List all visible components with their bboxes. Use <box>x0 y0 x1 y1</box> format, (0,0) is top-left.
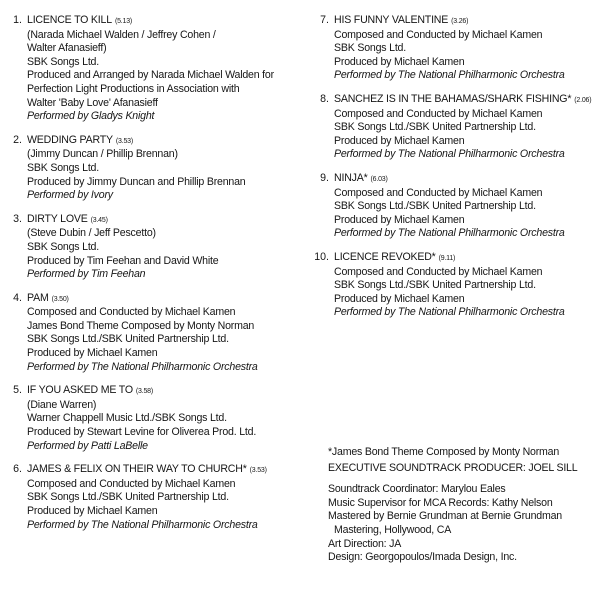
track-credit: SBK Songs Ltd./SBK United Partnership Ltd. <box>27 333 229 346</box>
track-entry <box>6 384 291 453</box>
track-number: 9. <box>320 171 329 184</box>
track-credit: James Bond Theme Composed by Monty Norman <box>27 319 255 332</box>
track-body <box>27 292 291 375</box>
track-credit: Produced by Michael Kamen <box>27 505 158 517</box>
track-body <box>27 213 291 282</box>
track-title: LICENCE TO KILL <box>27 14 112 26</box>
track-title: IF YOU ASKED ME TO <box>27 384 133 397</box>
track-duration: (3.53) <box>115 137 133 145</box>
track-credit: Produced by Michael Kamen <box>334 134 465 147</box>
track-duration: (3.26) <box>451 18 469 25</box>
track-duration: (3.50) <box>51 295 69 303</box>
track-credit: Produced by Michael Kamen <box>27 347 158 360</box>
track-number: 7. <box>320 14 329 26</box>
track-credit: SBK Songs Ltd./SBK United Partnership Ltd. <box>334 121 536 134</box>
track-number: 3. <box>13 212 22 225</box>
track-entry <box>313 93 593 162</box>
track-body <box>27 14 291 124</box>
track-title: JAMES & FELIX ON THEIR WAY TO CHURCH* <box>27 463 247 476</box>
track-duration: (9.11) <box>438 254 456 262</box>
credits-notes <box>328 446 593 565</box>
track-title: DIRTY LOVE <box>27 212 88 225</box>
track-entry <box>6 463 291 532</box>
track-credit: Composed and Conducted by Michael Kamen <box>27 306 236 319</box>
track-performer: Performed by Patti LaBelle <box>27 439 148 452</box>
track-credit: Perfection Light Productions in Association with <box>27 82 240 95</box>
track-number: 1. <box>13 14 22 26</box>
track-title-line <box>27 14 291 29</box>
track-title-line <box>27 384 291 399</box>
credit-line: Design: Georgopoulos/Imada Design, Inc. <box>328 551 517 564</box>
track-credit: (Narada Michael Walden / Jeffrey Cohen / <box>27 28 216 41</box>
credit-line: Mastered by Bernie Grundman at Bernie Grundman <box>328 510 562 523</box>
track-entry <box>313 251 593 320</box>
track-credit: (Jimmy Duncan / Phillip Brennan) <box>27 148 178 161</box>
track-credit: SBK Songs Ltd. <box>334 42 406 55</box>
track-body <box>334 14 593 83</box>
track-credit: SBK Songs Ltd./SBK United Partnership Ltd. <box>27 491 229 504</box>
track-title: SANCHEZ IS IN THE BAHAMAS/SHARK FISHING* <box>334 92 572 105</box>
credit-line: Music Supervisor for MCA Records: Kathy Nelson <box>328 496 553 509</box>
credit-line: Mastering, Hollywood, CA <box>334 523 452 536</box>
track-credit: Walter 'Baby Love' Afanasieff <box>27 96 158 109</box>
track-entry <box>6 14 291 124</box>
track-title-line <box>334 14 593 29</box>
track-number: 4. <box>13 291 22 304</box>
track-performer: Performed by Tim Feehan <box>27 268 146 281</box>
left-column <box>6 14 291 542</box>
right-column <box>313 14 593 330</box>
track-title-line <box>27 292 291 307</box>
track-credit: Produced by Michael Kamen <box>334 55 465 68</box>
track-credit: Warner Chappell Music Ltd./SBK Songs Ltd. <box>27 412 227 425</box>
track-title: HIS FUNNY VALENTINE <box>334 14 449 26</box>
track-title: LICENCE REVOKED* <box>334 250 436 263</box>
track-credit: Produced by Stewart Levine for Oliverea Prod. Ltd. <box>27 426 257 439</box>
track-title-line <box>334 172 593 187</box>
track-number: 10. <box>314 250 329 263</box>
track-title-line <box>334 251 593 266</box>
track-credit: Composed and Conducted by Michael Kamen <box>334 107 543 120</box>
track-credit: Produced by Tim Feehan and David White <box>27 254 219 267</box>
track-credit: SBK Songs Ltd./SBK United Partnership Ltd. <box>334 200 536 213</box>
track-duration: (3.45) <box>90 216 108 224</box>
track-body <box>334 93 593 162</box>
track-credit: SBK Songs Ltd./SBK United Partnership Ltd. <box>334 279 536 292</box>
track-credit: Composed and Conducted by Michael Kamen <box>334 28 543 41</box>
track-performer: Performed by The National Philharmonic Orchestra <box>27 360 258 373</box>
track-entry <box>6 292 291 375</box>
track-credit: SBK Songs Ltd. <box>27 240 99 253</box>
track-body <box>27 134 291 203</box>
track-title-line <box>27 463 291 478</box>
track-title: PAM <box>27 291 49 304</box>
track-entry <box>6 134 291 203</box>
track-title: NINJA* <box>334 171 368 184</box>
track-performer: Performed by The National Philharmonic Orchestra <box>334 69 565 82</box>
track-credit: Produced by Michael Kamen <box>334 213 465 226</box>
track-credit: Composed and Conducted by Michael Kamen <box>334 265 543 278</box>
track-number: 2. <box>13 133 22 146</box>
track-credit: Produced by Michael Kamen <box>334 292 465 305</box>
track-credit: Composed and Conducted by Michael Kamen <box>334 186 543 199</box>
track-number: 6. <box>13 463 22 476</box>
track-performer: Performed by The National Philharmonic Orchestra <box>334 148 565 161</box>
track-body <box>27 384 291 453</box>
track-performer: Performed by The National Philharmonic Orchestra <box>27 518 258 531</box>
track-credit: Composed and Conducted by Michael Kamen <box>27 477 236 490</box>
track-credit: (Steve Dubin / Jeff Pescetto) <box>27 227 156 240</box>
track-entry <box>6 213 291 282</box>
track-entry <box>313 14 593 83</box>
track-title-line <box>27 134 291 149</box>
track-performer: Performed by Ivory <box>27 189 113 202</box>
track-performer: Performed by Gladys Knight <box>27 110 155 123</box>
track-credit: SBK Songs Ltd. <box>27 55 99 68</box>
executive-producer: EXECUTIVE SOUNDTRACK PRODUCER: JOEL SILL <box>328 461 578 474</box>
track-body <box>334 172 593 241</box>
track-credit: (Diane Warren) <box>27 398 97 411</box>
track-performer: Performed by The National Philharmonic Orchestra <box>334 306 565 319</box>
track-credit: Produced and Arranged by Narada Michael Walden for <box>27 69 274 82</box>
track-number: 5. <box>13 384 22 397</box>
track-duration: (3.53) <box>249 467 267 475</box>
credit-line: Art Direction: JA <box>328 537 402 550</box>
track-credit: SBK Songs Ltd. <box>27 161 99 174</box>
track-body <box>27 463 291 532</box>
track-duration: (2.06) <box>574 96 592 104</box>
track-duration: (6.03) <box>370 175 388 183</box>
track-entry <box>313 172 593 241</box>
track-duration: (5.13) <box>114 18 133 25</box>
track-credit: Walter Afanasieff) <box>27 42 107 55</box>
footnote: *James Bond Theme Composed by Monty Norman <box>328 446 560 458</box>
track-performer: Performed by The National Philharmonic Orchestra <box>334 227 565 240</box>
track-body <box>334 251 593 320</box>
track-credit: Produced by Jimmy Duncan and Phillip Brennan <box>27 175 246 188</box>
credit-line: Soundtrack Coordinator: Marylou Eales <box>328 483 506 496</box>
track-title-line <box>27 213 291 228</box>
track-title-line <box>334 93 593 108</box>
track-title: WEDDING PARTY <box>27 133 113 146</box>
track-duration: (3.58) <box>135 388 153 396</box>
track-number: 8. <box>320 92 329 105</box>
